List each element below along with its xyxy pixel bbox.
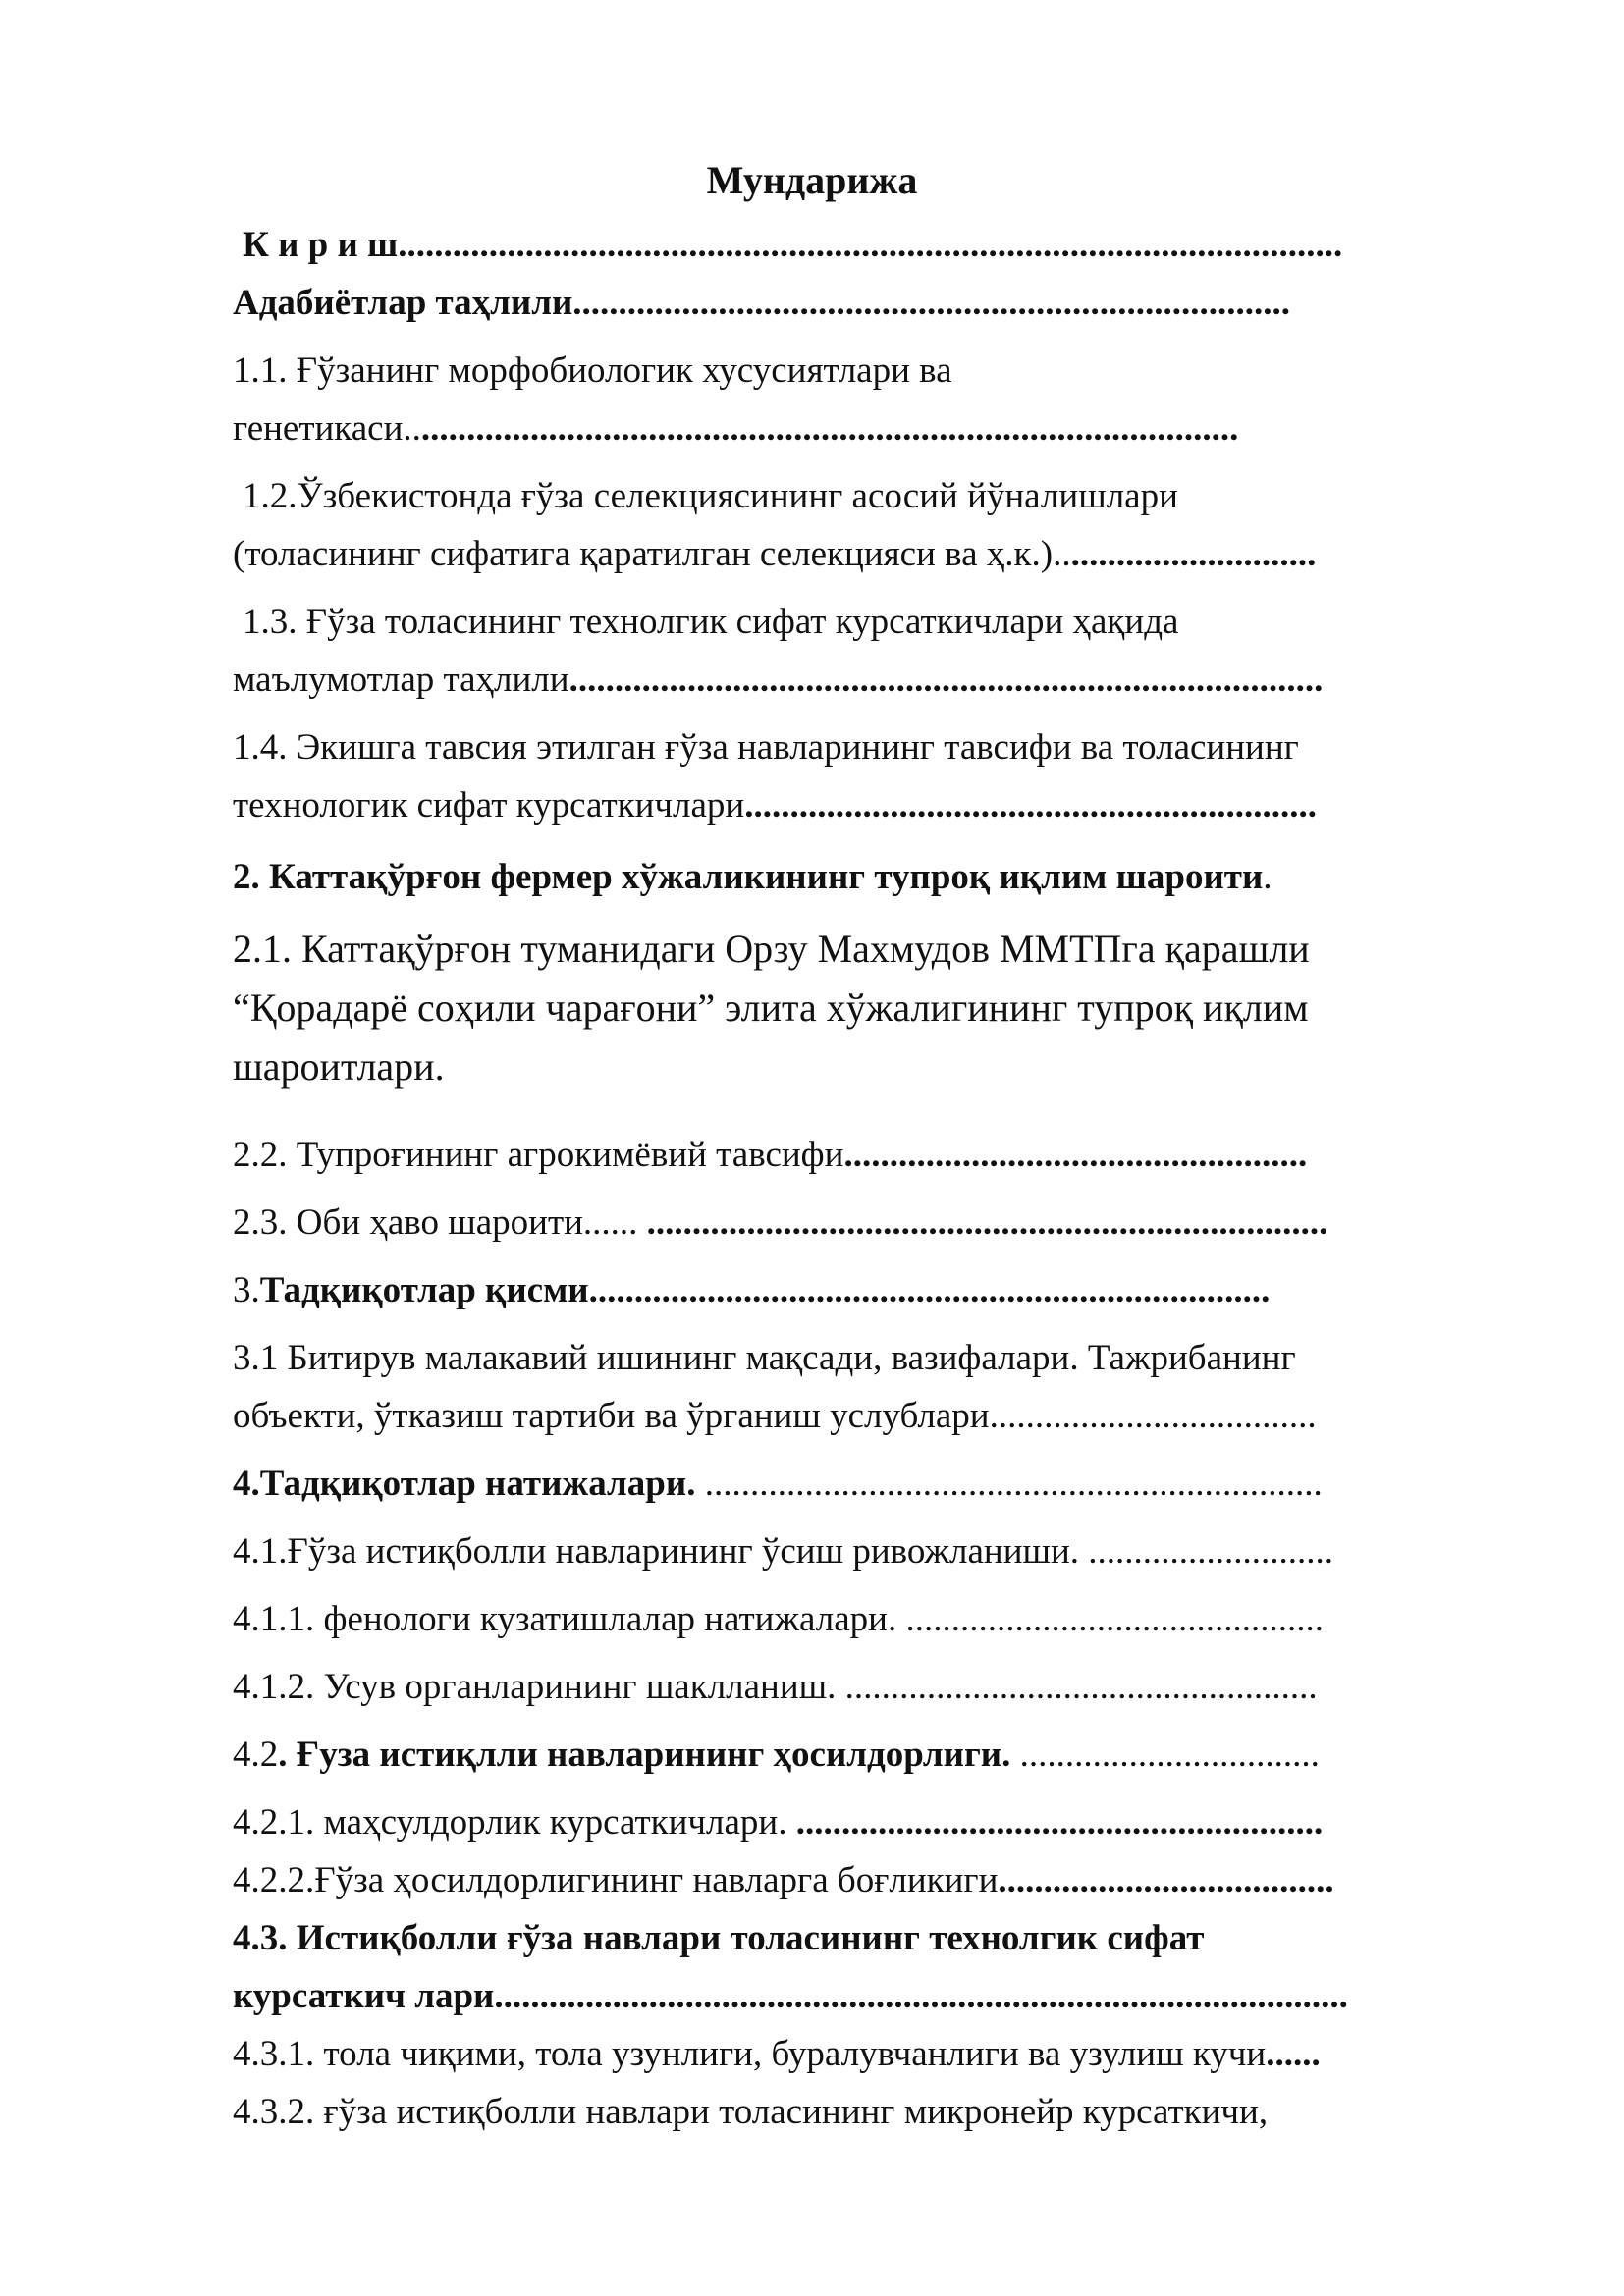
toc-entry-text: . Ғуза истиқлли навларининг ҳосилдорлиги.: [278, 1735, 1011, 1775]
table-of-contents: [233, 216, 1499, 2141]
toc-entry-4-3-line2: [233, 1967, 1499, 2025]
toc-entry-text: курсаткич лари: [233, 1976, 495, 2016]
toc-leader-dots: ........................................................................................................: [398, 225, 1343, 265]
toc-entry-text: 2.2. Тупроғининг агрокимёвий тавсифи: [233, 1135, 844, 1175]
toc-entry-text: К и р и ш: [243, 225, 399, 265]
toc-entry-4-2-1: [233, 1793, 1499, 1851]
toc-leader-dots: ...........................: [1070, 534, 1317, 574]
toc-entry-text: маълумотлар таҳлили: [233, 660, 569, 700]
toc-leader-dots: ..........................................................................................: [420, 408, 1239, 449]
toc-entry-text: генетикаси..: [233, 408, 421, 449]
toc-entry-2-1-line3: шароитлари.: [233, 1044, 445, 1089]
toc-entry-text: 2.3. Оби ҳаво шароити......: [233, 1202, 647, 1243]
toc-leader-dots: ...........................: [1088, 1531, 1334, 1572]
toc-entry-text: 2. Каттақўрғон фермер хўжаликининг тупроқ иқлим шароити: [233, 857, 1264, 897]
toc-entry-4-3-2: [233, 2083, 1499, 2141]
toc-entry-3-1-line1: [233, 1329, 1499, 1387]
toc-entry-text: 4.3. Истиқболли ғўза навлари толасининг технолгик сифат: [233, 1918, 1205, 1958]
toc-entry-1-1-line1: [233, 342, 1499, 400]
toc-leader-dots: ......: [1266, 2034, 1321, 2074]
toc-entry-4-2-2: [233, 1851, 1499, 1909]
toc-entry-4-1-2: [233, 1658, 1499, 1716]
toc-leader-dots: ..............................................: [905, 1599, 1324, 1639]
toc-entry-text: 4.1.2. Усув органларининг шаклланиш.: [233, 1667, 845, 1707]
toc-entry-4-1-1: [233, 1590, 1499, 1648]
toc-entry-text: 4.Тадқиқотлар натижалари.: [233, 1464, 696, 1504]
toc-entry-4-2: [233, 1726, 1499, 1784]
toc-entry-1-4-line2: [233, 776, 1499, 834]
toc-leader-dots: ...............................................................................: [572, 283, 1291, 323]
toc-leader-dots: ..............................................................................................: [494, 1976, 1348, 2016]
toc-entry-chapter-4: [233, 1455, 1499, 1513]
toc-leader-dots: ...................................................: [843, 1135, 1308, 1175]
page-title: Мундарижа: [706, 158, 918, 202]
toc-entry-text: 4.2.1. маҳсулдорлик курсаткичлари.: [233, 1802, 796, 1842]
toc-entry-text: 4.2.2.Ғўза ҳосилдорлигининг навларга боғликиги: [233, 1860, 999, 1900]
toc-entry-4-3-line1: [233, 1909, 1499, 1967]
toc-entry-2-3: [233, 1194, 1499, 1252]
toc-entry-2-2: [233, 1126, 1499, 1184]
toc-leader-dots: ..........................................................: [795, 1802, 1324, 1842]
toc-leader-dots: ...................................................................................: [568, 660, 1324, 700]
toc-entry-2-1-line2: “Қорадарё соҳили чарағони” элита хўжалигининг тупроқ иқлим: [233, 986, 1309, 1030]
toc-entry-number: 3.: [233, 1270, 260, 1310]
toc-entry-2-1-line1: 2.1. Каттақўрғон туманидаги Орзу Махмудов ММТПга қарашли: [233, 927, 1310, 971]
toc-entry-introduction: [233, 216, 1499, 274]
toc-leader-dots: ....................................................................: [695, 1464, 1323, 1504]
toc-entry-text: (толасининг сифатига қаратилган селекцияси ва ҳ.к.)..: [233, 534, 1071, 574]
toc-leader-dots: .....................................: [998, 1860, 1334, 1900]
toc-entry-1-2-line2: [233, 525, 1499, 583]
toc-entry-text: 4.1.1. фенологи кузатишлалар натижалари.: [233, 1599, 906, 1639]
toc-entry-text: Тадқиқотлар қисми: [259, 1270, 589, 1310]
toc-entry-text: 4.1.Ғўза истиқболли навларининг ўсиш ривожланиши.: [233, 1531, 1089, 1572]
toc-entry-text: 1.4. Экишга тавсия этилган ғўза навларининг тавсифи ва толасининг: [233, 727, 1299, 768]
toc-entry-literature-review: [233, 274, 1499, 332]
toc-entry-1-3-line1: [233, 593, 1499, 651]
toc-entry-chapter-3: [233, 1261, 1499, 1319]
toc-entry-text: Адабиётлар таҳлили: [233, 283, 573, 323]
toc-entry-text: 1.1. Ғўзанинг морфобиологик хусусиятлари ва: [233, 350, 952, 391]
toc-entry-4-1: [233, 1522, 1499, 1580]
toc-entry-1-3-line2: [233, 651, 1499, 709]
toc-leader-dots: .................................: [1010, 1735, 1320, 1775]
toc-entry-1-4-line1: [233, 719, 1499, 776]
toc-entry-chapter-2: [233, 848, 1499, 906]
toc-entry-2-1: [233, 920, 1499, 1096]
toc-entry-3-1-line2: [233, 1387, 1499, 1445]
toc-leader-dots: ...............................................................: [744, 785, 1317, 826]
toc-entry-text: технологик сифат курсаткичлари: [233, 785, 745, 826]
toc-leader-dots: ...........................................................................: [646, 1202, 1328, 1243]
toc-entry-text: объекти, ўтказиш тартиби ва ўрганиш услублари: [233, 1396, 990, 1436]
toc-entry-text: 3.1 Битирув малакавий ишининг мақсади, вазифалари. Тажрибанинг: [233, 1338, 1296, 1378]
toc-entry-text: 4.3.2. ғўза истиқболли навлари толасининг микронейр курсаткичи,: [233, 2092, 1269, 2132]
toc-entry-text: 1.3. Ғўза толасининг технолгик сифат курсаткичлари ҳақида: [243, 602, 1179, 642]
toc-entry-period: .: [1263, 857, 1272, 897]
toc-entry-text: 4.3.1. тола чиқими, тола узунлиги, буралувчанлиги ва узулиш кучи: [233, 2034, 1267, 2074]
toc-entry-text: 1.2.Ўзбекистонда ғўза селекциясининг асосий йўналишлари: [243, 476, 1178, 516]
toc-leader-dots: ...........................................................................: [588, 1270, 1271, 1310]
toc-entry-1-2-line1: [233, 467, 1499, 525]
toc-entry-number: 4.2: [233, 1735, 279, 1775]
toc-leader-dots: ....................................................: [844, 1667, 1318, 1707]
toc-entry-4-3-1: [233, 2025, 1499, 2083]
toc-leader-dots: ....................................: [989, 1396, 1317, 1436]
toc-entry-1-1-line2: [233, 400, 1499, 457]
